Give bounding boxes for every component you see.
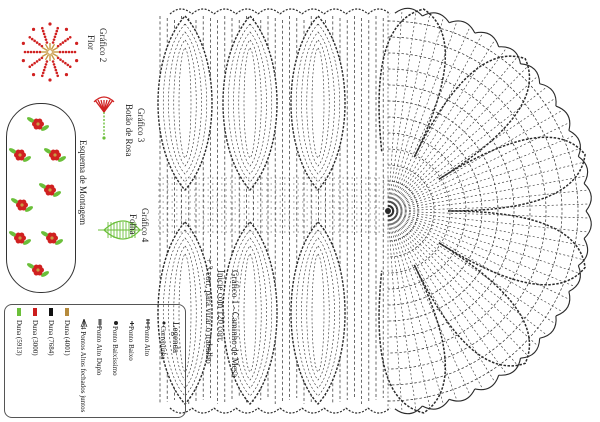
flower-picot xyxy=(32,28,35,31)
flower-center-stitch xyxy=(42,54,47,57)
flower-stitch xyxy=(28,65,31,68)
legend-color-label: Duna (5913) xyxy=(15,320,23,356)
flower-stitch xyxy=(31,64,34,67)
scallop xyxy=(214,408,236,413)
color-swatch-1 xyxy=(65,308,69,316)
flower-picot xyxy=(65,73,68,76)
flower-picot xyxy=(48,78,51,81)
graphic-4-title: Gráfico 4 xyxy=(140,208,150,243)
flower-stitch xyxy=(44,66,47,69)
flower-center-stitch xyxy=(42,48,47,51)
flower-stitch xyxy=(55,69,58,72)
flower-center xyxy=(48,50,53,55)
scallop xyxy=(302,408,324,413)
flower-stitch xyxy=(33,51,36,54)
fan-spoke xyxy=(388,13,416,211)
flower-stitch xyxy=(59,58,62,61)
fan-edge-scallop xyxy=(520,64,539,84)
flower-picot xyxy=(75,42,78,45)
flower-stitch xyxy=(71,51,74,54)
flower-stitch xyxy=(24,51,27,54)
scallop xyxy=(258,9,280,14)
flower-stitch xyxy=(55,33,58,36)
rosebud-motif-icon xyxy=(94,97,114,140)
fan-spoke xyxy=(388,211,546,334)
scallop xyxy=(258,408,280,413)
flower-center-stitch xyxy=(52,44,55,49)
fan-edge-scallop xyxy=(569,266,581,292)
fan-edge-scallop xyxy=(499,358,521,375)
flower-stitch xyxy=(68,51,71,54)
flower-picot xyxy=(65,28,68,31)
flower-picot xyxy=(75,59,78,62)
cluster-icon xyxy=(80,314,86,320)
scallop xyxy=(214,9,236,14)
scallop xyxy=(324,9,346,14)
fan-spoke xyxy=(388,211,482,388)
flower-stitch xyxy=(53,38,56,41)
fan-round xyxy=(388,101,498,321)
flower-stitch xyxy=(38,43,41,46)
flower-stitch xyxy=(59,43,62,46)
chain-dot-icon xyxy=(160,314,166,320)
fan-edge-scallop xyxy=(449,21,475,33)
color-swatch-3 xyxy=(33,308,37,316)
scallop xyxy=(346,408,368,413)
flower-center-stitch xyxy=(52,55,55,60)
fan-round xyxy=(388,165,434,257)
flower-stitch xyxy=(42,72,45,75)
flower-stitch xyxy=(62,60,65,63)
legend-symbol-label: Ponto Baixíssimo xyxy=(111,326,119,376)
scallop xyxy=(302,9,324,14)
scallop xyxy=(236,9,258,14)
assembly-scheme-title: Esquema de Montagem xyxy=(78,140,88,225)
flower-stitch xyxy=(30,51,33,54)
fan-edge-scallop xyxy=(556,292,570,316)
color-swatch-4 xyxy=(17,308,21,316)
fan-spoke xyxy=(388,19,443,211)
flower-stitch xyxy=(59,51,62,54)
leaf-panel xyxy=(291,222,345,404)
flower-stitch xyxy=(46,60,49,63)
fan-edge-scallop xyxy=(556,106,570,130)
flower-stitch xyxy=(55,30,58,33)
scallop xyxy=(368,408,390,413)
flower-stitch xyxy=(36,41,39,44)
fan-spoke xyxy=(388,111,561,211)
fan-petal xyxy=(439,137,585,211)
flower-stitch xyxy=(33,62,36,65)
flower-stitch xyxy=(65,51,68,54)
graphic-3-subtitle: Botão de Rosa xyxy=(124,104,134,157)
fan-spoke xyxy=(388,28,469,211)
flower-picot xyxy=(48,22,51,25)
flower-stitch xyxy=(52,41,55,44)
scallop xyxy=(324,408,346,413)
flower-stitch xyxy=(45,38,48,41)
legend-color-label: Duna (4001) xyxy=(63,320,71,356)
graphic-4-subtitle: Folha xyxy=(128,214,138,235)
legend-symbol-label: Ponto Alto xyxy=(143,326,151,357)
flower-stitch xyxy=(44,35,47,38)
fan-edge-scallop xyxy=(578,239,587,266)
color-swatch-2 xyxy=(49,308,53,316)
fan-spoke xyxy=(388,211,506,373)
flower-stitch xyxy=(69,36,72,39)
flower-stitch xyxy=(41,74,44,77)
flower-stitch xyxy=(28,36,31,39)
fan-edge-scallop xyxy=(449,389,475,401)
flower-stitch xyxy=(64,62,67,65)
fan-edge-scallop xyxy=(584,183,591,211)
fan-petal xyxy=(414,243,529,366)
flower-stitch xyxy=(74,51,77,54)
rosebud-base xyxy=(102,136,105,139)
double-treble-icon xyxy=(96,314,102,320)
fan-petal xyxy=(439,211,585,285)
flower-stitch xyxy=(41,27,44,30)
flower-picot xyxy=(22,42,25,45)
graphic-2-subtitle: Flor xyxy=(86,35,96,51)
fan-edge-scallop xyxy=(475,375,499,390)
main-chart-note-1: Inicie com 120 corr. xyxy=(216,270,226,343)
flower-motif-icon xyxy=(22,22,78,81)
fan-edge-scallop xyxy=(422,399,449,409)
assembly-scheme-frame xyxy=(6,103,76,293)
flower-stitch xyxy=(62,51,65,54)
legend-title: Legenda xyxy=(171,322,181,353)
scallop xyxy=(346,9,368,14)
fan-spoke xyxy=(388,211,416,409)
scallop xyxy=(192,408,214,413)
main-chart-note-2: + 3 corr. para virar o trabalho xyxy=(204,258,214,364)
flower-stitch xyxy=(52,60,55,63)
fan-edge-scallop xyxy=(540,84,556,106)
flower-stitch xyxy=(54,35,57,38)
fan-spoke xyxy=(388,211,561,311)
fan-edge-scallop xyxy=(499,47,521,64)
legend-color-label: Duna (7684) xyxy=(47,320,55,356)
legend-symbol-label: Correntinha xyxy=(159,326,167,360)
fan-spoke xyxy=(388,41,494,211)
legend-color-label: Duna (3000) xyxy=(31,320,39,356)
flower-stitch xyxy=(57,45,60,48)
flower-center-stitch xyxy=(53,48,58,51)
flower-stitch xyxy=(36,51,39,54)
flower-picot xyxy=(32,73,35,76)
scallop xyxy=(280,408,302,413)
fan-center xyxy=(385,208,391,214)
scallop xyxy=(280,9,302,14)
slip-stitch-icon xyxy=(112,314,118,320)
graphic-2-title: Gráfico 2 xyxy=(98,28,108,63)
fan-edge-scallop xyxy=(584,211,591,239)
flower-stitch xyxy=(41,57,44,60)
flower-stitch xyxy=(43,69,46,72)
flower-stitch xyxy=(33,40,36,43)
flower-stitch xyxy=(39,51,42,54)
fan-spoke xyxy=(388,77,537,211)
scallop xyxy=(192,9,214,14)
flower-center-stitch xyxy=(53,54,58,57)
scallop xyxy=(236,408,258,413)
flower-stitch xyxy=(56,74,59,77)
fan-spoke xyxy=(388,163,582,211)
flower-picot xyxy=(22,59,25,62)
fan-spoke xyxy=(388,136,573,211)
flower-stitch xyxy=(38,58,41,61)
graphic-3-title: Gráfico 3 xyxy=(136,108,146,143)
main-table-runner-chart xyxy=(158,8,591,413)
fan-spoke xyxy=(388,58,517,211)
fan-edge-scallop xyxy=(540,316,556,338)
leaf-panel xyxy=(223,16,277,190)
flower-stitch xyxy=(57,57,60,60)
flower-stitch xyxy=(27,51,30,54)
flower-stitch xyxy=(69,65,72,68)
flower-stitch xyxy=(55,72,58,75)
fan-edge-scallop xyxy=(475,32,499,47)
flower-center-stitch xyxy=(46,44,49,49)
flower-stitch xyxy=(54,66,57,69)
flower-stitch xyxy=(41,45,44,48)
flower-stitch xyxy=(36,60,39,63)
flower-stitch xyxy=(42,30,45,33)
flower-stitch xyxy=(66,38,69,41)
fan-spoke xyxy=(388,211,527,355)
main-chart-title: Gráfico 1 - Caminho de Mesa xyxy=(230,270,240,378)
flower-stitch xyxy=(53,63,56,66)
flower-stitch xyxy=(66,64,69,67)
flower-stitch xyxy=(64,40,67,43)
scallop xyxy=(170,9,192,14)
legend-symbol-label: Ponto Baixo xyxy=(127,326,135,361)
flower-stitch xyxy=(45,63,48,66)
flower-stitch xyxy=(31,38,34,41)
legend-symbol-label: Ponto Alto Duplo xyxy=(95,326,103,376)
leaf-panel xyxy=(158,16,212,190)
legend-symbol-label: 4 Pontos Altos fechados juntos xyxy=(79,326,87,413)
flower-stitch xyxy=(56,27,59,30)
single-crochet-icon xyxy=(128,314,134,320)
flower-stitch xyxy=(46,41,49,44)
scallop xyxy=(368,9,390,14)
flower-center-stitch xyxy=(46,55,49,60)
leaf-panel xyxy=(291,16,345,190)
flower-stitch xyxy=(62,41,65,44)
flower-stitch xyxy=(43,33,46,36)
fan-round xyxy=(388,149,450,273)
treble-stitch-icon xyxy=(144,314,150,320)
